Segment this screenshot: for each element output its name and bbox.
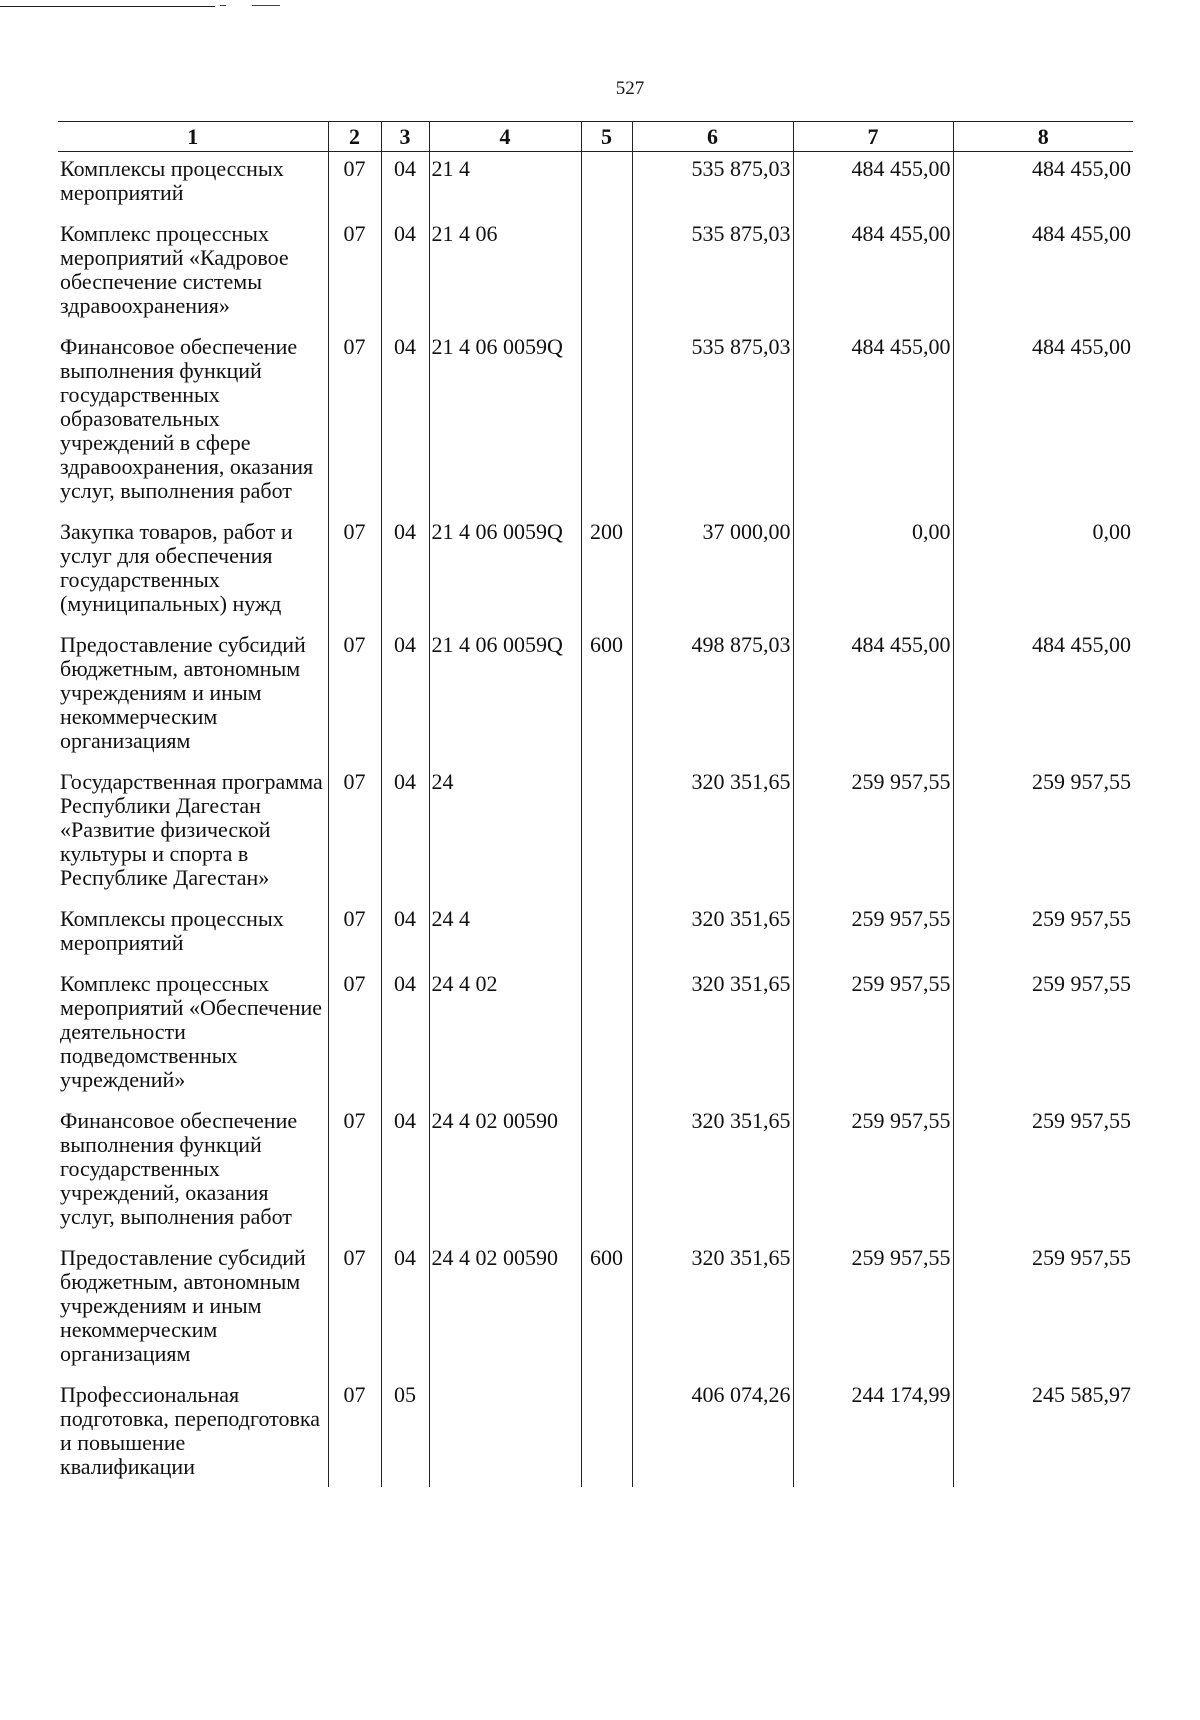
row-name: Финансовое обеспечение выполнения функций государственных учреждений, оказания услуг, выполнения работ [60,1108,298,1229]
row-expense-type [581,902,632,967]
table-row [58,1241,1133,1378]
row-amount-year-2: 484 455,00 [793,330,953,515]
row-amount-year-1: 406 074,26 [632,1378,793,1487]
row-amount-year-3: 484 455,00 [953,330,1133,515]
row-amount-year-3: 484 455,00 [953,628,1133,765]
row-subsection: 04 [381,628,429,765]
col-header-subsection: 3 [381,122,429,152]
col-header-target-article: 4 [429,122,581,152]
row-amount-year-1: 320 351,65 [632,967,793,1104]
row-target-article: 24 4 02 00590 [429,1241,581,1378]
row-amount-year-1: 320 351,65 [632,902,793,967]
row-amount-year-1: 320 351,65 [632,1241,793,1378]
row-subsection: 04 [381,902,429,967]
row-amount-year-2: 484 455,00 [793,152,953,218]
col-header-amount-year-3: 8 [953,122,1133,152]
row-amount-year-3: 259 957,55 [953,967,1133,1104]
row-amount-year-3: 0,00 [953,515,1133,628]
row-amount-year-1: 320 351,65 [632,1104,793,1241]
row-amount-year-3: 259 957,55 [953,902,1133,967]
row-target-article: 24 4 02 [429,967,581,1104]
row-expense-type [581,967,632,1104]
col-header-name: 1 [58,122,328,152]
row-amount-year-2: 484 455,00 [793,217,953,330]
row-section: 07 [328,628,381,765]
row-subsection: 04 [381,330,429,515]
table-row [58,902,1133,967]
row-amount-year-1: 535 875,03 [632,217,793,330]
row-amount-year-1: 535 875,03 [632,152,793,218]
row-target-article: 21 4 06 0059Q [429,330,581,515]
table-row [58,330,1133,515]
table-row [58,765,1133,902]
row-subsection: 05 [381,1378,429,1487]
row-amount-year-1: 37 000,00 [632,515,793,628]
row-section: 07 [328,1104,381,1241]
row-target-article: 21 4 06 0059Q [429,515,581,628]
row-expense-type [581,217,632,330]
row-name: Комплексы процессных мероприятий [60,156,284,205]
row-expense-type: 600 [581,1241,632,1378]
row-name: Предоставление субсидий бюджетным, автономным учреждениям и иным некоммерческим организациям [60,632,306,753]
table-row [58,217,1133,330]
top-rule-mark [252,5,280,6]
col-header-amount-year-1: 6 [632,122,793,152]
row-name: Закупка товаров, работ и услуг для обеспечения государственных (муниципальных) нужд [60,519,293,616]
row-section: 07 [328,515,381,628]
row-name: Государственная программа Республики Дагестан «Развитие физической культуры и спорта в Республике Дагестан» [60,769,323,890]
row-target-article [429,1378,581,1487]
row-amount-year-1: 535 875,03 [632,330,793,515]
row-name: Финансовое обеспечение выполнения функций государственных образовательных учреждений в сфере здравоохранения, оказания услуг, выполнения работ [60,334,314,503]
row-subsection: 04 [381,967,429,1104]
row-subsection: 04 [381,217,429,330]
row-subsection: 04 [381,765,429,902]
row-amount-year-3: 259 957,55 [953,1104,1133,1241]
row-subsection: 04 [381,515,429,628]
row-expense-type [581,1104,632,1241]
row-expense-type: 200 [581,515,632,628]
row-amount-year-2: 484 455,00 [793,628,953,765]
col-header-section: 2 [328,122,381,152]
row-expense-type [581,765,632,902]
row-expense-type [581,1378,632,1487]
col-header-expense-type: 5 [581,122,632,152]
row-amount-year-3: 259 957,55 [953,1241,1133,1378]
row-expense-type: 600 [581,628,632,765]
row-target-article: 24 4 02 00590 [429,1104,581,1241]
page-number: 527 [615,78,645,99]
row-amount-year-2: 244 174,99 [793,1378,953,1487]
row-amount-year-2: 259 957,55 [793,1241,953,1378]
row-section: 07 [328,1241,381,1378]
row-target-article: 21 4 06 0059Q [429,628,581,765]
top-rule-mark [220,5,226,6]
row-section: 07 [328,902,381,967]
row-section: 07 [328,217,381,330]
row-amount-year-2: 259 957,55 [793,902,953,967]
row-name: Предоставление субсидий бюджетным, автономным учреждениям и иным некоммерческим организациям [60,1245,306,1366]
row-target-article: 24 [429,765,581,902]
row-amount-year-3: 259 957,55 [953,765,1133,902]
row-amount-year-2: 259 957,55 [793,967,953,1104]
table-row [58,152,1133,218]
row-expense-type [581,152,632,218]
row-amount-year-3: 245 585,97 [953,1378,1133,1487]
row-subsection: 04 [381,152,429,218]
row-amount-year-3: 484 455,00 [953,217,1133,330]
row-name: Комплекс процессных мероприятий «Кадровое обеспечение системы здравоохранения» [60,221,289,318]
row-section: 07 [328,765,381,902]
row-target-article: 21 4 [429,152,581,218]
table-row [58,967,1133,1104]
table-row [58,1104,1133,1241]
row-section: 07 [328,967,381,1104]
table-row [58,628,1133,765]
budget-table [58,121,1133,1487]
row-amount-year-2: 259 957,55 [793,765,953,902]
row-subsection: 04 [381,1241,429,1378]
row-expense-type [581,330,632,515]
row-section: 07 [328,330,381,515]
row-target-article: 24 4 [429,902,581,967]
row-name: Комплексы процессных мероприятий [60,906,284,955]
row-name: Профессиональная подготовка, переподготовка и повышение квалификации [60,1382,321,1479]
header-row [58,122,1133,152]
row-name: Комплекс процессных мероприятий «Обеспечение деятельности подведомственных учреждений» [60,971,323,1092]
row-amount-year-1: 498 875,03 [632,628,793,765]
row-amount-year-2: 0,00 [793,515,953,628]
row-section: 07 [328,152,381,218]
table-row [58,1378,1133,1487]
row-amount-year-3: 484 455,00 [953,152,1133,218]
table-row [58,515,1133,628]
row-section: 07 [328,1378,381,1487]
col-header-amount-year-2: 7 [793,122,953,152]
row-amount-year-2: 259 957,55 [793,1104,953,1241]
top-rule [0,6,215,7]
row-subsection: 04 [381,1104,429,1241]
row-amount-year-1: 320 351,65 [632,765,793,902]
row-target-article: 21 4 06 [429,217,581,330]
